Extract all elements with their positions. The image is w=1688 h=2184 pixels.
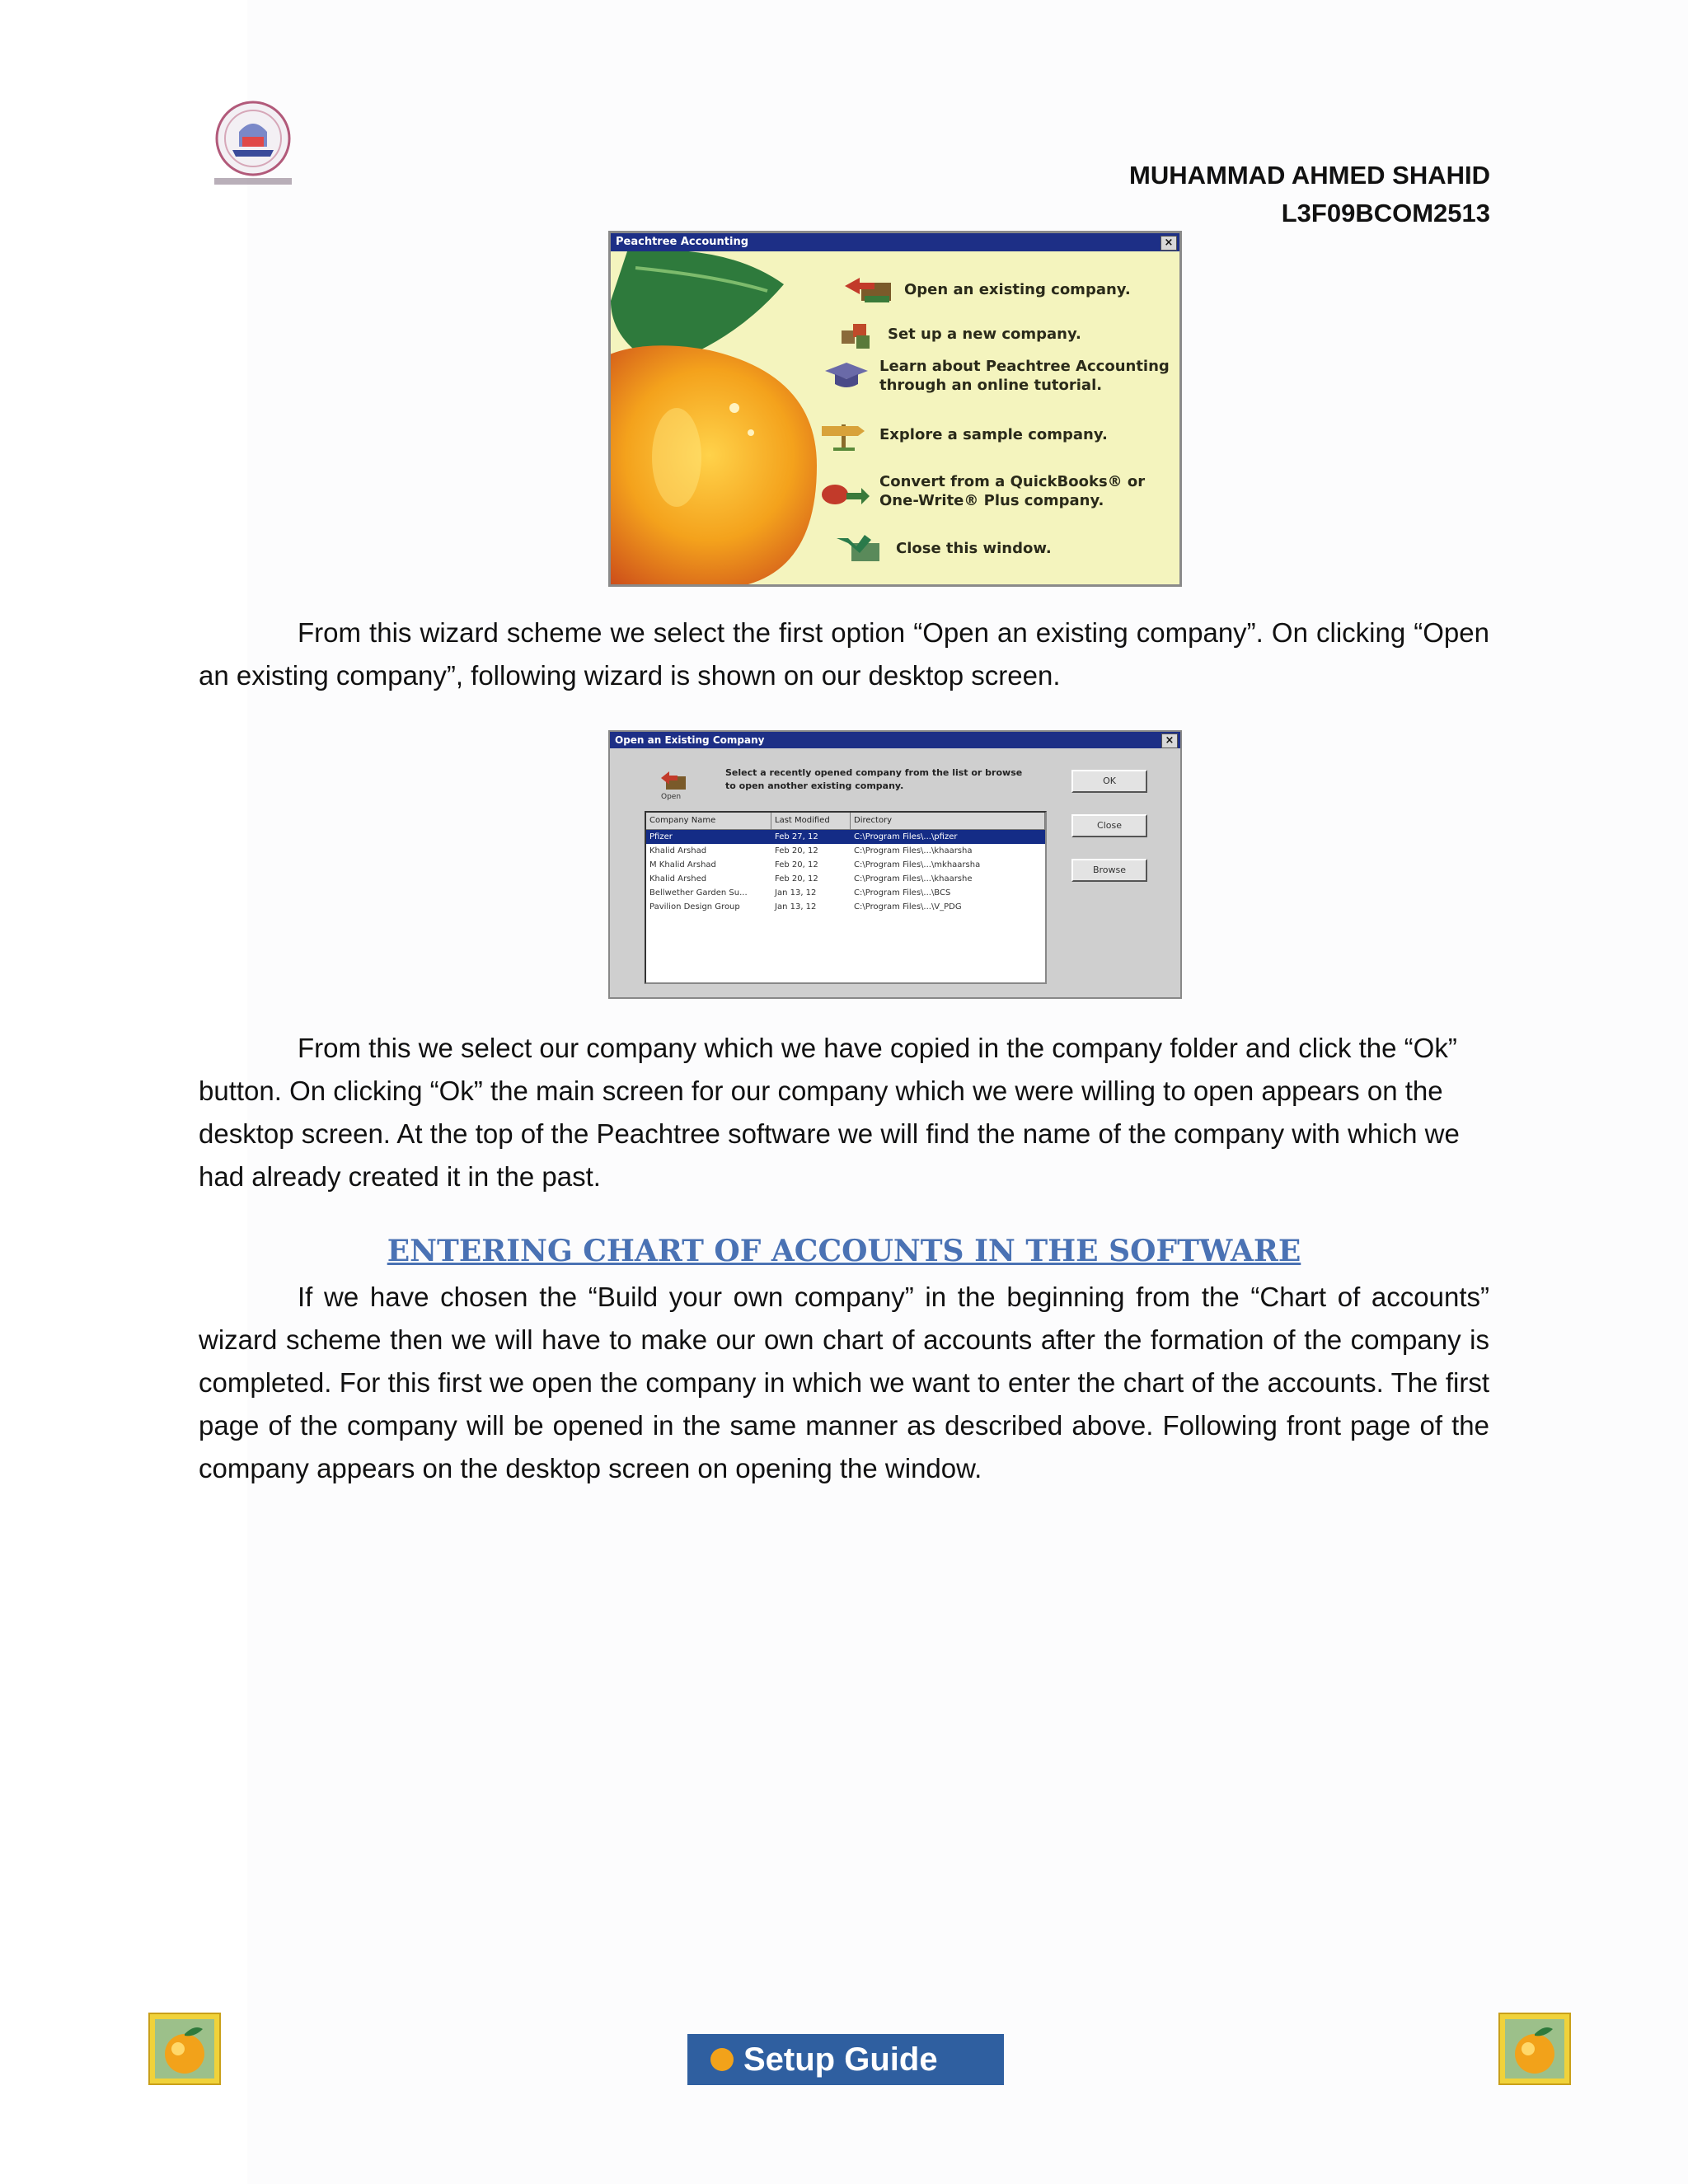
option-label: Explore a sample company. (879, 425, 1108, 443)
close-icon[interactable]: × (1160, 236, 1177, 251)
cell-last-modified: Jan 13, 12 (775, 902, 817, 912)
table-row[interactable] (646, 844, 1045, 858)
paragraph-3: If we have chosen the “Build your own company” in the beginning from the “Chart of accounts” wizard scheme then we will have to make our own chart of accounts after the formation of the company is completed. For this first we open the company in which we want to enter the chart of the accounts. The first page of the company will be opened in the same manner as described above. Following front page of the company appears on the desktop screen on opening the window. (199, 1282, 1489, 1483)
peachtree-start-window (608, 231, 1182, 587)
table-row[interactable] (646, 900, 1045, 914)
peach-corner-icon (1498, 2013, 1571, 2085)
paragraph-2: From this we select our company which we have copied in the company folder and click the “Ok” button. On clicking “Ok” the main screen for our company which we were willing to open appears on the desktop screen. At the top of the Peachtree software we will find the name of the company with which we had already created it in the past. (199, 1033, 1460, 1192)
section-heading: ENTERING CHART OF ACCOUNTS IN THE SOFTWARE (387, 1234, 1301, 1268)
cell-directory: C:\Program Files\...\khaarsha (854, 846, 973, 855)
cell-last-modified: Feb 20, 12 (775, 874, 818, 883)
close-button[interactable]: Close (1071, 814, 1147, 837)
column-header-last-modified[interactable]: Last Modified (771, 813, 851, 829)
cell-company-name: Pavilion Design Group (649, 902, 740, 912)
window-title: Peachtree Accounting (616, 236, 749, 248)
cell-last-modified: Feb 20, 12 (775, 860, 818, 869)
graduation-cap-icon (817, 358, 871, 394)
signpost-icon (817, 416, 871, 452)
table-row[interactable] (646, 858, 1045, 872)
university-logo (191, 96, 315, 193)
table-row[interactable] (646, 886, 1045, 900)
browse-button[interactable]: Browse (1071, 859, 1147, 882)
cell-company-name: Khalid Arshad (649, 846, 707, 855)
new-company-icon (825, 316, 879, 352)
column-header-directory[interactable]: Directory (851, 813, 1045, 829)
window-title-bar (610, 732, 1180, 748)
open-label: Open (661, 793, 682, 801)
ok-button[interactable]: OK (1071, 770, 1147, 793)
open-existing-company-window (608, 730, 1182, 999)
option-close-window[interactable] (833, 530, 1052, 566)
cell-directory: C:\Program Files\...\mkhaarsha (854, 860, 981, 869)
open-company-icon (842, 271, 896, 307)
close-icon[interactable]: × (1161, 733, 1178, 748)
cell-last-modified: Feb 27, 12 (775, 832, 818, 841)
cell-last-modified: Feb 20, 12 (775, 846, 818, 855)
paragraph-1: From this wizard scheme we select the first option “Open an existing company”. On clicking “Open an existing company”, following wizard is shown on our desktop screen. (199, 617, 1489, 691)
peach-corner-icon (148, 2013, 221, 2085)
close-window-icon (833, 530, 888, 566)
table-row[interactable] (646, 830, 1045, 844)
cell-company-name: Bellwether Garden Su... (649, 888, 748, 898)
window-title-bar (611, 233, 1179, 251)
open-folder-icon (659, 768, 689, 793)
option-label: Set up a new company. (888, 325, 1081, 343)
table-row[interactable] (646, 872, 1045, 886)
list-header (646, 813, 1045, 830)
cell-company-name: M Khalid Arshad (649, 860, 716, 869)
convert-icon (817, 473, 871, 509)
column-header-company-name[interactable]: Company Name (646, 813, 771, 829)
option-explore-sample-company[interactable] (817, 416, 1108, 452)
cell-company-name: Pfizer (649, 832, 673, 841)
cell-company-name: Khalid Arshed (649, 874, 707, 883)
peach-illustration (611, 251, 817, 587)
option-label: Close this window. (896, 539, 1052, 557)
option-learn-tutorial[interactable] (817, 357, 1170, 395)
cell-last-modified: Jan 13, 12 (775, 888, 817, 898)
student-id: L3F09BCOM2513 (1281, 199, 1490, 227)
option-set-up-new-company[interactable] (825, 316, 1081, 352)
option-label: Learn about Peachtree Accounting through an online tutorial. (879, 358, 1170, 394)
option-open-existing-company[interactable] (842, 271, 1131, 307)
cell-directory: C:\Program Files\...\BCS (854, 888, 951, 898)
cell-directory: C:\Program Files\...\V_PDG (854, 902, 962, 912)
option-convert-company[interactable] (817, 472, 1145, 510)
option-label: Open an existing company. (904, 280, 1131, 298)
instruction-text: Select a recently opened company from the list or browse to open another existing company. (725, 767, 1023, 791)
author-name: MUHAMMAD AHMED SHAHID (1129, 161, 1490, 190)
window-title: Open an Existing Company (615, 734, 765, 746)
company-list[interactable] (645, 811, 1047, 984)
cell-directory: C:\Program Files\...\pfizer (854, 832, 958, 841)
option-label: Convert from a QuickBooks® or One-Write® Plus company. (879, 473, 1146, 509)
setup-guide-banner[interactable] (687, 2034, 1004, 2085)
author-block (1129, 157, 1490, 232)
orange-dot-icon (710, 2048, 734, 2071)
setup-guide-label: Setup Guide (743, 2041, 938, 2078)
cell-directory: C:\Program Files\...\khaarshe (854, 874, 973, 883)
